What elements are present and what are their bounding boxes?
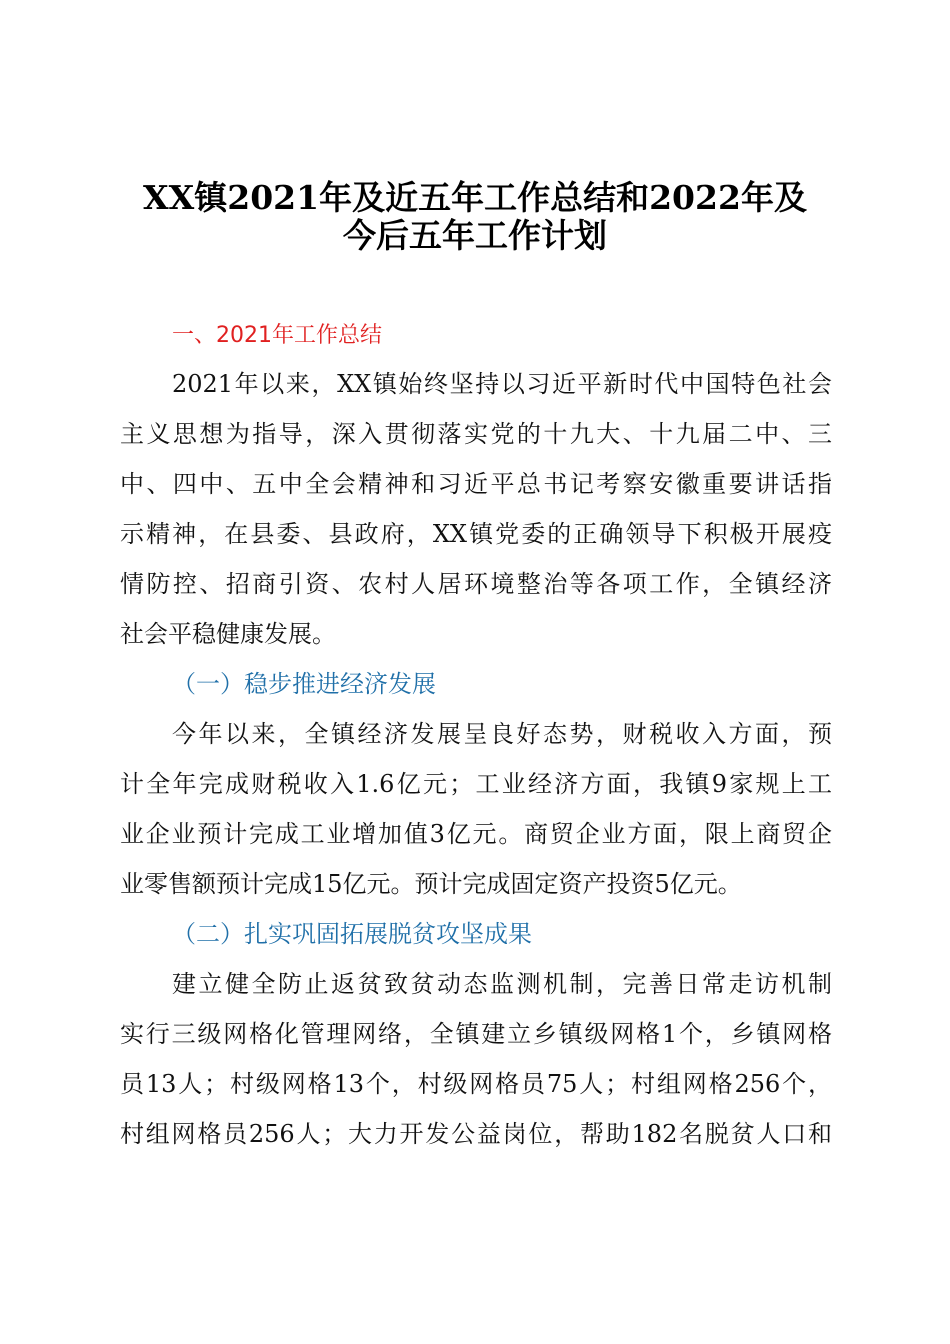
document-title-line-1: XX镇2021年及近五年工作总结和2022年及 <box>143 178 807 217</box>
paragraph-1-line: 社会平稳健康发展。 <box>120 620 336 648</box>
paragraph-2-line: 业企业预计完成工业增加值3亿元。商贸企业方面，限上商贸企 <box>120 820 832 848</box>
paragraph-2-line: 业零售额预计完成15亿元。预计完成固定资产投资5亿元。 <box>120 870 742 898</box>
paragraph-1-line: 主义思想为指导，深入贯彻落实党的十九大、十九届二中、三 <box>120 420 832 448</box>
document-title-line-2: 今后五年工作计划 <box>343 216 607 255</box>
section-heading-2021-summary: 一、2021年工作总结 <box>172 323 382 348</box>
paragraph-3-line: 员13人；村级网格13个，村级网格员75人；村组网格256个， <box>120 1070 832 1098</box>
paragraph-1-line: 中、四中、五中全会精神和习近平总书记考察安徽重要讲话指 <box>120 470 832 498</box>
paragraph-1-line: 2021年以来，XX镇始终坚持以习近平新时代中国特色社会 <box>172 370 832 398</box>
paragraph-3-line: 村组网格员256人；大力开发公益岗位，帮助182名脱贫人口和 <box>120 1120 832 1148</box>
paragraph-3-line: 实行三级网格化管理网络，全镇建立乡镇级网格1个，乡镇网格 <box>120 1020 832 1048</box>
subheading-poverty-alleviation: （二）扎实巩固拓展脱贫攻坚成果 <box>172 920 532 948</box>
subheading-economic-development: （一）稳步推进经济发展 <box>172 670 436 698</box>
paragraph-1-line: 情防控、招商引资、农村人居环境整治等各项工作，全镇经济 <box>120 570 832 598</box>
paragraph-1-line: 示精神，在县委、县政府，XX镇党委的正确领导下积极开展疫 <box>120 520 832 548</box>
paragraph-2-line: 计全年完成财税收入1.6亿元；工业经济方面，我镇9家规上工 <box>120 770 832 798</box>
paragraph-2-line: 今年以来，全镇经济发展呈良好态势，财税收入方面，预 <box>172 720 832 748</box>
paragraph-3-line: 建立健全防止返贫致贫动态监测机制，完善日常走访机制 <box>172 970 832 998</box>
